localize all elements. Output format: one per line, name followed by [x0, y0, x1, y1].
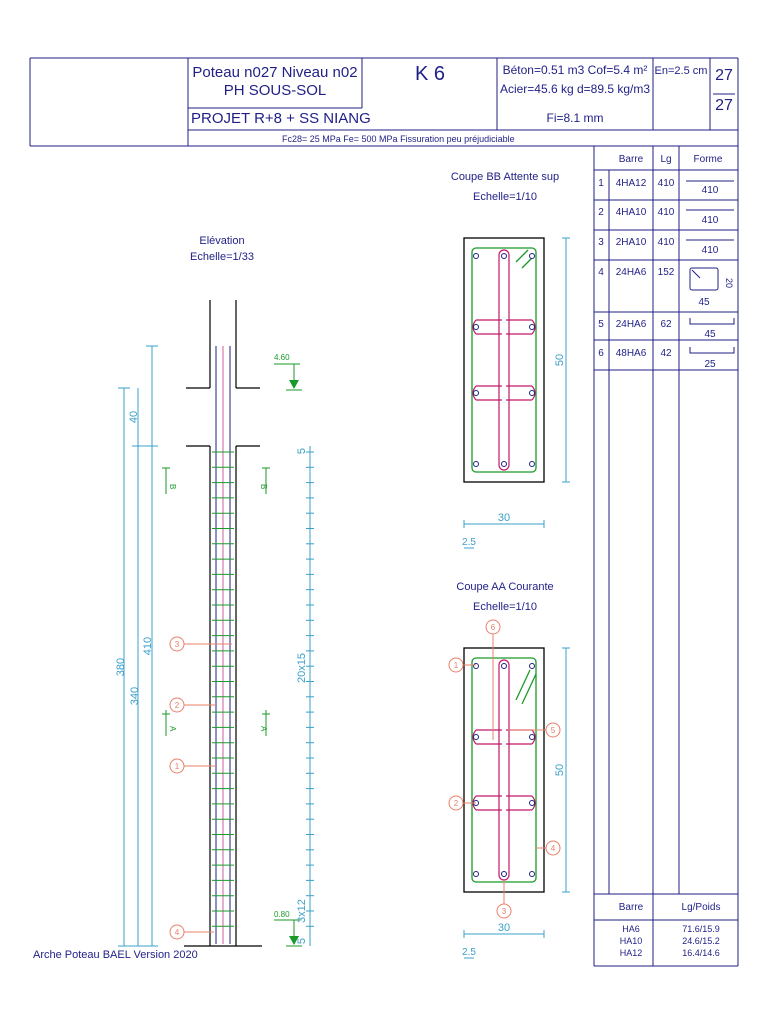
row-bar: 48HA6	[615, 348, 647, 359]
fire-rating: Fi=8.1 mm	[546, 111, 604, 125]
table-header-shape: Forme	[693, 154, 723, 165]
svg-text:4: 4	[550, 844, 556, 853]
row-length: 42	[660, 348, 672, 359]
title-line1: Poteau n027 Niveau n02	[192, 64, 358, 81]
dim-top-height: 40	[128, 410, 140, 424]
row-length: 410	[657, 178, 675, 189]
section-bb-drawing	[464, 238, 544, 482]
callout-4	[536, 841, 560, 855]
row-number: 2	[598, 207, 604, 218]
weights-value: 24.6/15.2	[682, 936, 720, 946]
steel-quantity: Acier=45.6 kg d=89.5 kg/m3	[499, 82, 651, 96]
concrete-quantity: Béton=0.51 m3 Cof=5.4 m²	[502, 63, 648, 77]
section-aa-width: 30	[497, 922, 511, 934]
svg-text:0.80: 0.80	[274, 910, 290, 919]
callout-6	[486, 620, 500, 740]
section-aa-dimensions	[464, 648, 570, 958]
callout-3	[497, 880, 511, 918]
section-aa-height: 50	[554, 763, 566, 777]
row-number: 4	[598, 267, 604, 278]
row-length: 152	[657, 267, 675, 278]
table-header-length: Lg	[660, 154, 672, 165]
section-aa-scale: Echelle=1/10	[473, 601, 537, 613]
weights-bar: HA10	[619, 936, 643, 946]
svg-text:3: 3	[501, 907, 507, 916]
section-bb-title: Coupe BB Attente sup	[450, 171, 560, 183]
dim-total-height: 410	[142, 636, 154, 656]
svg-text:5: 5	[550, 726, 556, 735]
cover-value: En=2.5 cm	[654, 65, 708, 77]
table-row	[598, 207, 734, 226]
weights-header-bar: Barre	[618, 902, 644, 913]
weights-value: 71.6/15.9	[682, 924, 720, 934]
table-row	[598, 318, 734, 340]
spacing-top: 5	[296, 447, 308, 455]
row-bar: 4HA12	[615, 178, 647, 189]
section-aa-cover: 2.5	[462, 947, 476, 958]
page-total: 27	[715, 97, 733, 114]
row-bar: 2HA10	[615, 237, 647, 248]
stirrup-spacing-dimension	[306, 446, 314, 946]
callout-1	[170, 759, 216, 773]
row-number: 1	[598, 178, 604, 189]
level-marker-top	[274, 353, 302, 390]
cut-label-a-right: A	[259, 726, 268, 732]
cut-label-a-left: A	[168, 726, 177, 732]
section-bb-cover: 2.5	[462, 537, 476, 548]
elevation-scale: Echelle=1/33	[190, 251, 254, 263]
spacing-bottom: 5	[296, 937, 308, 945]
dim-inner-height: 340	[129, 686, 141, 706]
table-row	[598, 347, 734, 370]
row-bar: 4HA10	[615, 207, 647, 218]
weights-bar: HA6	[622, 924, 640, 934]
spacing-low: 3x12	[296, 899, 308, 923]
hook-shape-icon	[690, 318, 734, 324]
section-bb-dimensions	[464, 238, 570, 548]
section-bb-height: 50	[554, 353, 566, 367]
svg-text:2: 2	[174, 701, 180, 710]
row-shape-dim: 410	[701, 185, 719, 196]
row-shape-dim: 410	[701, 215, 719, 226]
element-code: K 6	[414, 63, 446, 85]
section-aa-title: Coupe AA Courante	[456, 581, 554, 593]
materials-line: Fc28= 25 MPa Fe= 500 MPa Fissuration peu préjudiciable	[282, 134, 515, 144]
cut-label-b-left: B	[168, 484, 177, 490]
row-bar: 24HA6	[615, 267, 647, 278]
weights-bar: HA12	[619, 948, 643, 958]
table-row	[598, 178, 734, 196]
row-length: 62	[660, 319, 672, 330]
row-bar: 24HA6	[615, 319, 647, 330]
table-row	[598, 237, 734, 256]
svg-text:4.60: 4.60	[274, 353, 290, 362]
row-length: 410	[657, 207, 675, 218]
row-shape-dim: 45	[698, 297, 710, 308]
weights-header-value: Lg/Poids	[681, 902, 721, 913]
svg-text:6: 6	[490, 623, 496, 632]
cut-label-b-right: B	[259, 484, 268, 490]
project-name: PROJET R+8 + SS NIANG	[191, 110, 371, 127]
callout-4	[170, 925, 214, 939]
elevation-title: Elévation	[199, 235, 245, 247]
section-bb-width: 30	[497, 512, 511, 524]
row-shape-dim-2: 20	[724, 277, 734, 289]
callout-2	[170, 698, 216, 712]
stirrup-shape-icon	[690, 268, 718, 290]
dim-clear-height: 380	[115, 657, 127, 677]
title-line2: PH SOUS-SOL	[223, 82, 327, 99]
weights-value: 16.4/14.6	[682, 948, 720, 958]
section-bb-scale: Echelle=1/10	[473, 191, 537, 203]
table-row	[598, 267, 734, 308]
row-number: 6	[598, 348, 604, 359]
row-shape-dim: 25	[704, 359, 716, 370]
spacing-middle: 20x15	[296, 653, 308, 683]
row-number: 3	[598, 237, 604, 248]
row-number: 5	[598, 319, 604, 330]
svg-text:4: 4	[174, 928, 180, 937]
main-bars-elevation	[216, 346, 230, 944]
svg-text:1: 1	[453, 661, 459, 670]
row-shape-dim: 410	[701, 245, 719, 256]
page-number: 27	[715, 67, 733, 84]
table-header-bar: Barre	[618, 154, 644, 165]
section-aa-drawing	[464, 648, 544, 892]
svg-text:1: 1	[174, 762, 180, 771]
software-footer: Arche Poteau BAEL Version 2020	[33, 949, 198, 961]
row-shape-dim: 45	[704, 329, 716, 340]
svg-text:3: 3	[174, 640, 180, 649]
hook-shape-icon	[690, 347, 734, 353]
row-length: 410	[657, 237, 675, 248]
svg-text:2: 2	[453, 799, 459, 808]
